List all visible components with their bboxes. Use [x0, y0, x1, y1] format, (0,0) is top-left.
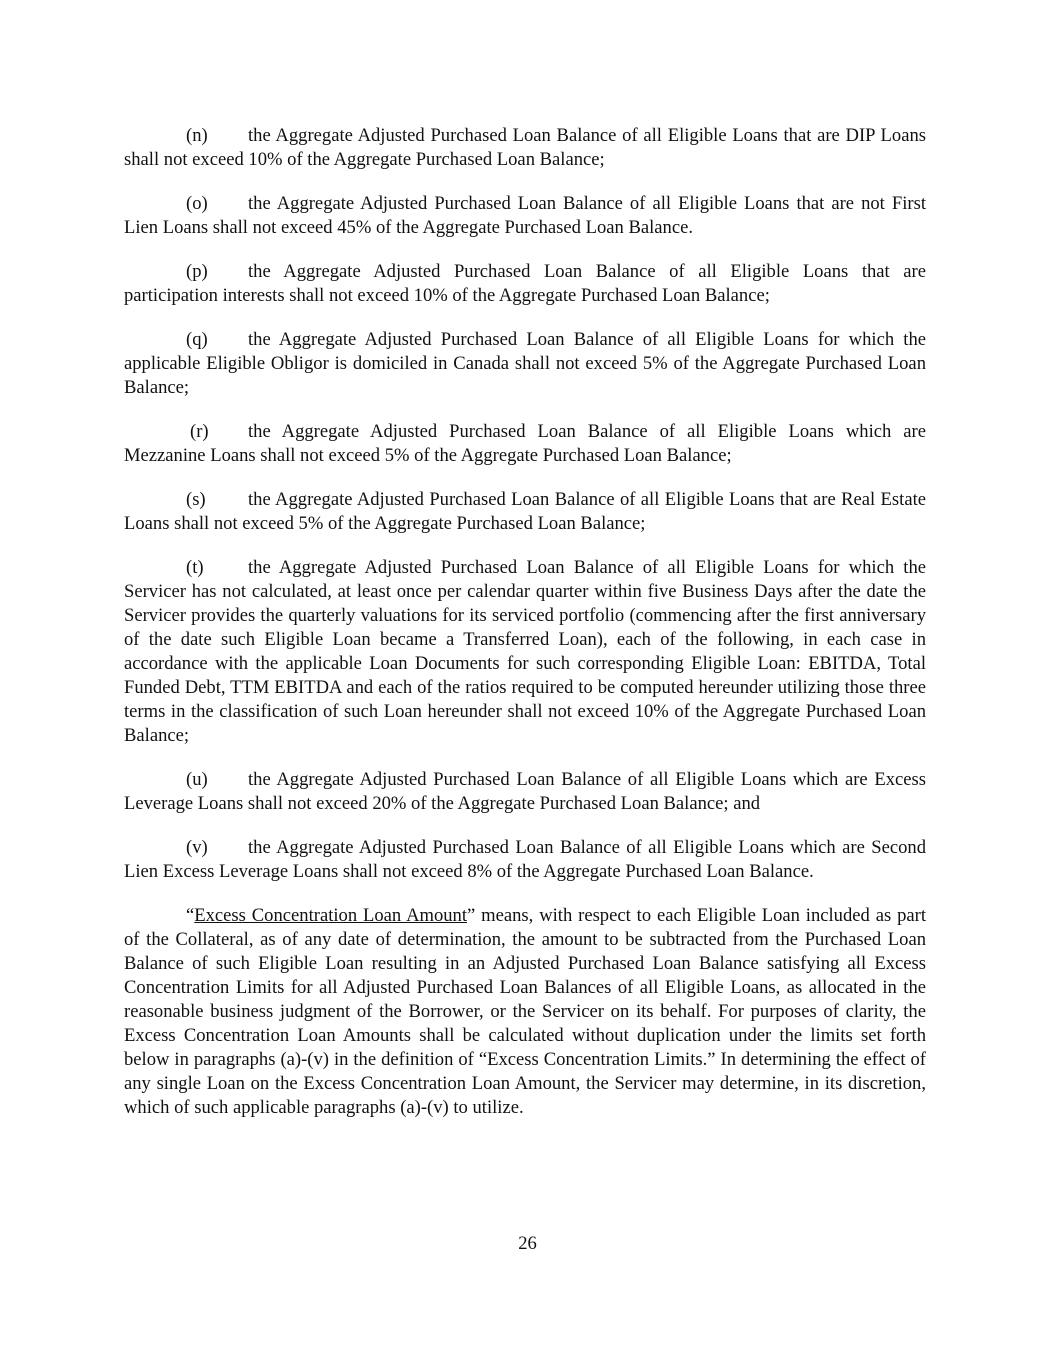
clause-text: the Aggregate Adjusted Purchased Loan Balance of all Eligible Loans for which the Servicer has not calculated, at least once per calendar quarter within five Business Days after the date the Servicer provides the quarterly valuations for its serviced portfolio (commencing after the first anniversary of the date such Eligible Loan became a Transferred Loan), each of the following, in each case in accordance with the applicable Loan Documents for such corresponding Eligible Loan: EBITDA, Total Funded Debt, TTM EBITDA and each of the ratios required to be computed hereunder utilizing those three terms in the classification of such Loan hereunder shall not exceed 10% of the Aggregate Purchased Loan Balance; [124, 557, 926, 746]
clause-v [124, 836, 926, 884]
clause-label: (t) [186, 557, 204, 578]
clause-r [124, 420, 926, 468]
clause-label: (o) [186, 193, 208, 214]
clause-u [124, 768, 926, 816]
clause-text: the Aggregate Adjusted Purchased Loan Balance of all Eligible Loans which are Excess Leverage Loans shall not exceed 20% of the Aggregate Purchased Loan Balance; and [124, 769, 926, 814]
clause-p [124, 260, 926, 308]
document-page [124, 124, 926, 1120]
clause-text: the Aggregate Adjusted Purchased Loan Balance of all Eligible Loans that are Real Estate Loans shall not exceed 5% of the Aggregate Purchased Loan Balance; [124, 489, 926, 534]
clause-label: (p) [186, 261, 208, 282]
definition-open-quote: “ [186, 905, 195, 926]
clause-t [124, 556, 926, 748]
clause-text: the Aggregate Adjusted Purchased Loan Balance of all Eligible Loans that are DIP Loans shall not exceed 10% of the Aggregate Purchased Loan Balance; [124, 125, 926, 170]
defined-term: Excess Concentration Loan Amount [194, 905, 468, 926]
clause-label: (u) [186, 769, 208, 790]
page-number: 26 [518, 1233, 537, 1254]
clause-n [124, 124, 926, 172]
clause-o [124, 192, 926, 240]
definition-paragraph [124, 904, 926, 1120]
clause-label: (v) [186, 837, 208, 858]
clause-label: (q) [186, 329, 208, 350]
clause-text: the Aggregate Adjusted Purchased Loan Balance of all Eligible Loans that are not First Lien Loans shall not exceed 45% of the Aggregate Purchased Loan Balance. [124, 193, 926, 238]
clause-text: the Aggregate Adjusted Purchased Loan Balance of all Eligible Loans which are Mezzanine Loans shall not exceed 5% of the Aggregate Purchased Loan Balance; [124, 421, 926, 466]
clause-label: (r) [190, 421, 209, 442]
clause-text: the Aggregate Adjusted Purchased Loan Balance of all Eligible Loans which are Second Lien Excess Leverage Loans shall not exceed 8% of the Aggregate Purchased Loan Balance. [124, 837, 926, 882]
clause-s [124, 488, 926, 536]
clause-q [124, 328, 926, 400]
clause-label: (s) [186, 489, 206, 510]
clause-text: the Aggregate Adjusted Purchased Loan Balance of all Eligible Loans for which the applicable Eligible Obligor is domiciled in Canada shall not exceed 5% of the Aggregate Purchased Loan Balance; [124, 329, 926, 398]
clause-label: (n) [186, 125, 208, 146]
clause-text: the Aggregate Adjusted Purchased Loan Balance of all Eligible Loans that are participation interests shall not exceed 10% of the Aggregate Purchased Loan Balance; [124, 261, 926, 306]
definition-text: ” means, with respect to each Eligible Loan included as part of the Collateral, as of any date of determination, the amount to be subtracted from the Purchased Loan Balance of such Eligible Loan resulting in an Adjusted Purchased Loan Balance satisfying all Excess Concentration Limits for all Adjusted Purchased Loan Balances of all Eligible Loans, as allocated in the reasonable business judgment of the Borrower, or the Servicer on its behalf. For purposes of clarity, the Excess Concentration Loan Amounts shall be calculated without duplication under the limits set forth below in paragraphs (a)-(v) in the definition of “Excess Concentration Limits.” In determining the effect of any single Loan on the Excess Concentration Loan Amount, the Servicer may determine, in its discretion, which of such applicable paragraphs (a)-(v) to utilize. [124, 905, 926, 1118]
